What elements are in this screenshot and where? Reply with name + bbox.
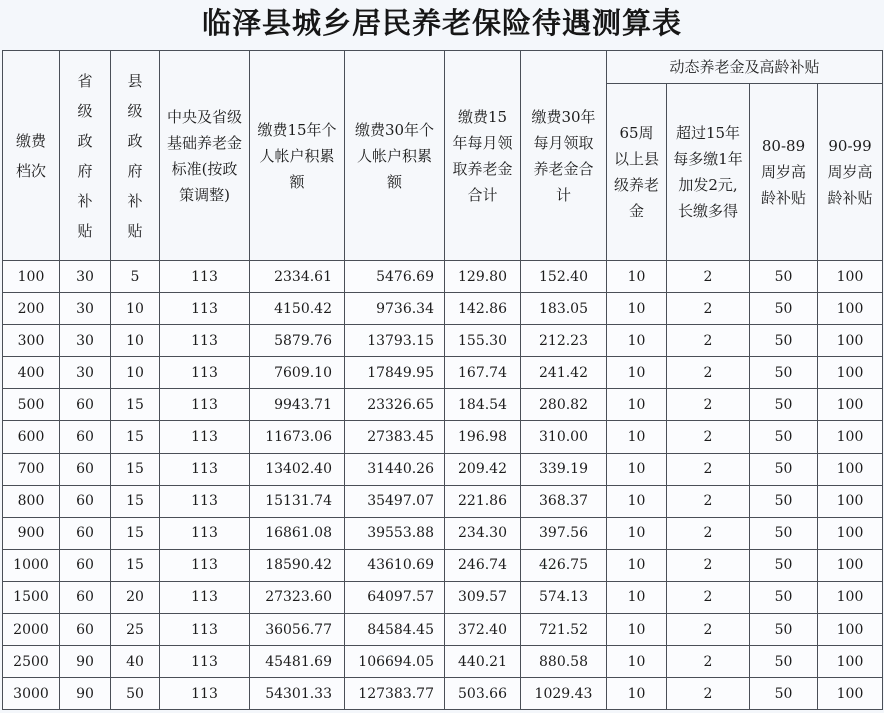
cell-over-65: 10 xyxy=(607,453,667,485)
header-monthly-15: 缴费15年每月领取养老金合计 xyxy=(445,51,521,261)
cell-age-80-89: 50 xyxy=(750,517,818,549)
header-county-subsidy: 县级政府补贴 xyxy=(111,51,160,261)
cell-provincial-subsidy: 60 xyxy=(60,389,111,421)
header-extra-per-year: 超过15年每多缴1年加发2元,长缴多得 xyxy=(667,84,750,261)
cell-county-subsidy: 15 xyxy=(111,421,160,453)
cell-provincial-subsidy: 60 xyxy=(60,485,111,517)
header-provincial-subsidy: 省级政府补贴 xyxy=(60,51,111,261)
cell-over-65: 10 xyxy=(607,421,667,453)
table-row xyxy=(3,549,883,581)
cell-tier: 700 xyxy=(3,453,60,485)
cell-monthly-15: 440.21 xyxy=(445,646,521,678)
cell-age-80-89: 50 xyxy=(750,325,818,357)
cell-over-65: 10 xyxy=(607,325,667,357)
cell-age-90-99: 100 xyxy=(818,453,883,485)
cell-age-90-99: 100 xyxy=(818,421,883,453)
cell-monthly-15: 309.57 xyxy=(445,581,521,613)
cell-extra-per-year: 2 xyxy=(667,646,750,678)
cell-central-pension: 113 xyxy=(160,646,250,678)
header-monthly-30: 缴费30年每月领取养老金合计 xyxy=(521,51,607,261)
cell-tier: 500 xyxy=(3,389,60,421)
cell-extra-per-year: 2 xyxy=(667,389,750,421)
cell-extra-per-year: 2 xyxy=(667,485,750,517)
cell-over-65: 10 xyxy=(607,389,667,421)
cell-monthly-30: 574.13 xyxy=(521,581,607,613)
header-account-15: 缴费15年个人帐户积累额 xyxy=(250,51,345,261)
cell-tier: 100 xyxy=(3,261,60,293)
cell-county-subsidy: 10 xyxy=(111,325,160,357)
cell-monthly-15: 372.40 xyxy=(445,614,521,646)
cell-account-15: 16861.08 xyxy=(250,517,345,549)
cell-central-pension: 113 xyxy=(160,325,250,357)
cell-age-90-99: 100 xyxy=(818,485,883,517)
table-row xyxy=(3,614,883,646)
table-body xyxy=(3,261,883,710)
cell-age-90-99: 100 xyxy=(818,678,883,710)
cell-monthly-30: 339.19 xyxy=(521,453,607,485)
cell-provincial-subsidy: 90 xyxy=(60,678,111,710)
cell-age-90-99: 100 xyxy=(818,357,883,389)
cell-over-65: 10 xyxy=(607,517,667,549)
pension-table xyxy=(2,50,883,710)
cell-extra-per-year: 2 xyxy=(667,614,750,646)
table-row xyxy=(3,646,883,678)
cell-monthly-15: 129.80 xyxy=(445,261,521,293)
cell-central-pension: 113 xyxy=(160,517,250,549)
cell-monthly-15: 155.30 xyxy=(445,325,521,357)
table-row xyxy=(3,485,883,517)
header-tier: 缴费档次 xyxy=(3,51,60,261)
cell-tier: 400 xyxy=(3,357,60,389)
cell-account-30: 43610.69 xyxy=(345,549,445,581)
table-row xyxy=(3,678,883,710)
header-central-pension: 中央及省级基础养老金标准(按政策调整) xyxy=(160,51,250,261)
cell-central-pension: 113 xyxy=(160,453,250,485)
cell-county-subsidy: 40 xyxy=(111,646,160,678)
cell-over-65: 10 xyxy=(607,485,667,517)
cell-account-15: 4150.42 xyxy=(250,293,345,325)
cell-age-80-89: 50 xyxy=(750,549,818,581)
cell-account-30: 84584.45 xyxy=(345,614,445,646)
page-title: 临泽县城乡居民养老保险待遇测算表 xyxy=(201,6,682,40)
cell-provincial-subsidy: 60 xyxy=(60,517,111,549)
cell-account-30: 17849.95 xyxy=(345,357,445,389)
cell-account-30: 23326.65 xyxy=(345,389,445,421)
cell-central-pension: 113 xyxy=(160,485,250,517)
cell-tier: 3000 xyxy=(3,678,60,710)
cell-age-80-89: 50 xyxy=(750,389,818,421)
cell-age-90-99: 100 xyxy=(818,646,883,678)
cell-monthly-30: 397.56 xyxy=(521,517,607,549)
cell-provincial-subsidy: 60 xyxy=(60,421,111,453)
cell-central-pension: 113 xyxy=(160,293,250,325)
cell-tier: 200 xyxy=(3,293,60,325)
cell-provincial-subsidy: 30 xyxy=(60,261,111,293)
cell-provincial-subsidy: 30 xyxy=(60,357,111,389)
cell-account-30: 127383.77 xyxy=(345,678,445,710)
cell-over-65: 10 xyxy=(607,678,667,710)
cell-monthly-15: 184.54 xyxy=(445,389,521,421)
cell-age-80-89: 50 xyxy=(750,357,818,389)
header-age-90-99: 90-99周岁高龄补贴 xyxy=(818,84,883,261)
cell-extra-per-year: 2 xyxy=(667,325,750,357)
table-row xyxy=(3,293,883,325)
cell-extra-per-year: 2 xyxy=(667,293,750,325)
cell-monthly-15: 246.74 xyxy=(445,549,521,581)
cell-extra-per-year: 2 xyxy=(667,453,750,485)
table-row xyxy=(3,421,883,453)
cell-account-15: 13402.40 xyxy=(250,453,345,485)
cell-monthly-30: 183.05 xyxy=(521,293,607,325)
cell-age-90-99: 100 xyxy=(818,614,883,646)
cell-county-subsidy: 15 xyxy=(111,549,160,581)
table-row xyxy=(3,453,883,485)
cell-provincial-subsidy: 60 xyxy=(60,581,111,613)
table-row xyxy=(3,389,883,421)
cell-monthly-15: 234.30 xyxy=(445,517,521,549)
cell-county-subsidy: 15 xyxy=(111,389,160,421)
cell-monthly-15: 142.86 xyxy=(445,293,521,325)
cell-age-80-89: 50 xyxy=(750,421,818,453)
cell-tier: 900 xyxy=(3,517,60,549)
cell-account-15: 2334.61 xyxy=(250,261,345,293)
cell-county-subsidy: 10 xyxy=(111,357,160,389)
cell-provincial-subsidy: 60 xyxy=(60,614,111,646)
cell-monthly-30: 880.58 xyxy=(521,646,607,678)
cell-account-15: 7609.10 xyxy=(250,357,345,389)
cell-over-65: 10 xyxy=(607,646,667,678)
header-age-80-89: 80-89周岁高龄补贴 xyxy=(750,84,818,261)
cell-account-30: 39553.88 xyxy=(345,517,445,549)
cell-age-90-99: 100 xyxy=(818,389,883,421)
cell-account-15: 5879.76 xyxy=(250,325,345,357)
cell-extra-per-year: 2 xyxy=(667,357,750,389)
cell-age-80-89: 50 xyxy=(750,678,818,710)
cell-monthly-15: 196.98 xyxy=(445,421,521,453)
table-row xyxy=(3,325,883,357)
cell-account-15: 9943.71 xyxy=(250,389,345,421)
cell-age-90-99: 100 xyxy=(818,261,883,293)
cell-over-65: 10 xyxy=(607,581,667,613)
header-account-30: 缴费30年个人帐户积累额 xyxy=(345,51,445,261)
cell-account-30: 106694.05 xyxy=(345,646,445,678)
cell-tier: 1500 xyxy=(3,581,60,613)
cell-over-65: 10 xyxy=(607,549,667,581)
cell-age-90-99: 100 xyxy=(818,549,883,581)
cell-monthly-30: 241.42 xyxy=(521,357,607,389)
cell-account-30: 35497.07 xyxy=(345,485,445,517)
cell-tier: 2000 xyxy=(3,614,60,646)
table-header xyxy=(3,51,883,261)
cell-county-subsidy: 50 xyxy=(111,678,160,710)
cell-account-15: 18590.42 xyxy=(250,549,345,581)
cell-central-pension: 113 xyxy=(160,581,250,613)
cell-tier: 800 xyxy=(3,485,60,517)
cell-tier: 2500 xyxy=(3,646,60,678)
cell-county-subsidy: 10 xyxy=(111,293,160,325)
cell-central-pension: 113 xyxy=(160,389,250,421)
cell-age-80-89: 50 xyxy=(750,581,818,613)
cell-over-65: 10 xyxy=(607,293,667,325)
cell-age-90-99: 100 xyxy=(818,517,883,549)
cell-over-65: 10 xyxy=(607,357,667,389)
cell-central-pension: 113 xyxy=(160,678,250,710)
cell-county-subsidy: 5 xyxy=(111,261,160,293)
table-row xyxy=(3,357,883,389)
cell-provincial-subsidy: 30 xyxy=(60,325,111,357)
cell-provincial-subsidy: 90 xyxy=(60,646,111,678)
cell-age-90-99: 100 xyxy=(818,293,883,325)
cell-monthly-30: 721.52 xyxy=(521,614,607,646)
cell-extra-per-year: 2 xyxy=(667,261,750,293)
cell-monthly-30: 426.75 xyxy=(521,549,607,581)
cell-age-80-89: 50 xyxy=(750,453,818,485)
cell-age-80-89: 50 xyxy=(750,261,818,293)
header-over-65: 65周以上县级养老金 xyxy=(607,84,667,261)
cell-extra-per-year: 2 xyxy=(667,581,750,613)
cell-county-subsidy: 15 xyxy=(111,453,160,485)
cell-provincial-subsidy: 60 xyxy=(60,549,111,581)
cell-provincial-subsidy: 60 xyxy=(60,453,111,485)
cell-provincial-subsidy: 30 xyxy=(60,293,111,325)
cell-central-pension: 113 xyxy=(160,357,250,389)
table-row xyxy=(3,581,883,613)
cell-account-15: 15131.74 xyxy=(250,485,345,517)
cell-account-30: 27383.45 xyxy=(345,421,445,453)
cell-monthly-30: 310.00 xyxy=(521,421,607,453)
cell-account-30: 31440.26 xyxy=(345,453,445,485)
cell-county-subsidy: 20 xyxy=(111,581,160,613)
cell-central-pension: 113 xyxy=(160,549,250,581)
cell-extra-per-year: 2 xyxy=(667,517,750,549)
cell-county-subsidy: 15 xyxy=(111,485,160,517)
cell-account-30: 5476.69 xyxy=(345,261,445,293)
cell-age-80-89: 50 xyxy=(750,293,818,325)
cell-age-90-99: 100 xyxy=(818,581,883,613)
cell-over-65: 10 xyxy=(607,261,667,293)
cell-account-15: 36056.77 xyxy=(250,614,345,646)
cell-age-80-89: 50 xyxy=(750,485,818,517)
cell-age-80-89: 50 xyxy=(750,614,818,646)
cell-account-30: 9736.34 xyxy=(345,293,445,325)
cell-central-pension: 113 xyxy=(160,421,250,453)
cell-monthly-30: 212.23 xyxy=(521,325,607,357)
cell-monthly-15: 167.74 xyxy=(445,357,521,389)
cell-account-15: 11673.06 xyxy=(250,421,345,453)
cell-age-80-89: 50 xyxy=(750,646,818,678)
cell-extra-per-year: 2 xyxy=(667,549,750,581)
cell-monthly-30: 368.37 xyxy=(521,485,607,517)
cell-county-subsidy: 25 xyxy=(111,614,160,646)
cell-monthly-15: 503.66 xyxy=(445,678,521,710)
cell-central-pension: 113 xyxy=(160,261,250,293)
cell-monthly-30: 280.82 xyxy=(521,389,607,421)
cell-account-30: 64097.57 xyxy=(345,581,445,613)
cell-over-65: 10 xyxy=(607,614,667,646)
cell-account-15: 45481.69 xyxy=(250,646,345,678)
header-dynamic-group: 动态养老金及高龄补贴 xyxy=(607,51,883,84)
cell-monthly-30: 1029.43 xyxy=(521,678,607,710)
cell-monthly-15: 209.42 xyxy=(445,453,521,485)
cell-monthly-15: 221.86 xyxy=(445,485,521,517)
cell-account-30: 13793.15 xyxy=(345,325,445,357)
cell-tier: 600 xyxy=(3,421,60,453)
cell-account-15: 54301.33 xyxy=(250,678,345,710)
cell-age-90-99: 100 xyxy=(818,325,883,357)
cell-tier: 1000 xyxy=(3,549,60,581)
cell-county-subsidy: 15 xyxy=(111,517,160,549)
cell-account-15: 27323.60 xyxy=(250,581,345,613)
table-row xyxy=(3,517,883,549)
cell-extra-per-year: 2 xyxy=(667,678,750,710)
cell-extra-per-year: 2 xyxy=(667,421,750,453)
cell-monthly-30: 152.40 xyxy=(521,261,607,293)
cell-central-pension: 113 xyxy=(160,614,250,646)
cell-tier: 300 xyxy=(3,325,60,357)
table-row xyxy=(3,261,883,293)
